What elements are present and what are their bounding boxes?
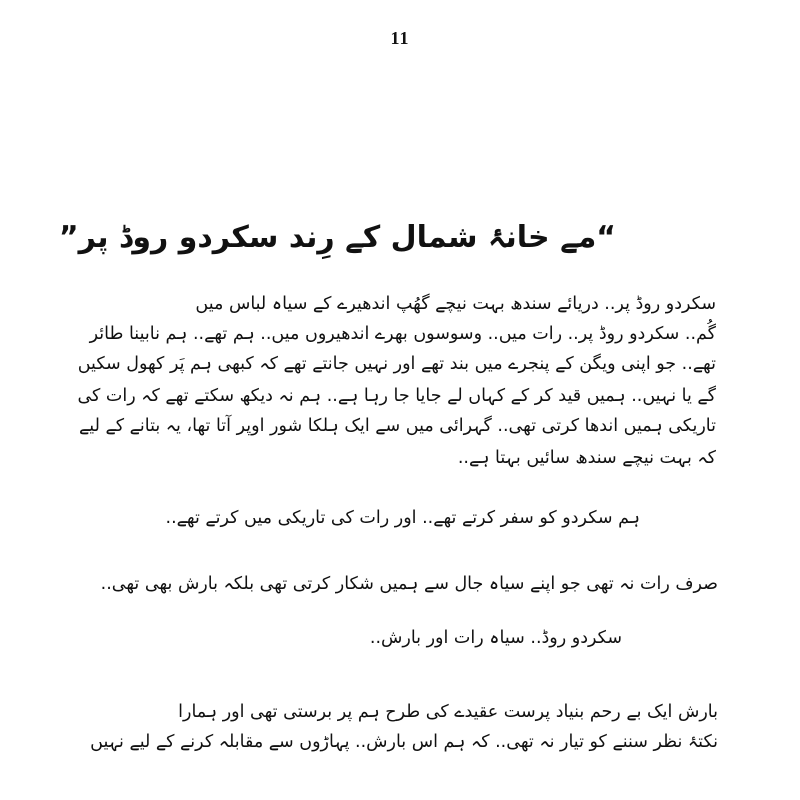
paragraph1-line: گے یا نہیں.. ہمیں قید کر کے کہاں لے جایا جا رہا ہے.. ہم نہ دیکھ سکتے تھے کہ رات کی: [77, 386, 716, 406]
paragraph1-line: تھے.. جو اپنی ویگن کے پنجرے میں بند تھے اور نہیں جانتے تھے کہ کبھی ہم پَر کھول سکیں: [77, 354, 716, 374]
paragraph1-line: سکردو روڈ پر.. دریائے سندھ بہت نیچے گھُپ اندھیرے کے سیاہ لباس میں: [195, 294, 716, 314]
paragraph2-line: بارش ایک بے رحم بنیاد پرست عقیدے کی طرح ہم پر برستی تھی اور ہمارا: [178, 702, 718, 722]
paragraph1-line: تاریکی ہمیں اندھا کرتی تھی.. گہرائی میں سے ایک ہلکا شور اوپر آتا تھا، یہ بتانے کے لیے: [79, 416, 716, 436]
page-number: 11: [390, 28, 410, 48]
paragraph2-line: نکتۂ نظر سننے کو تیار نہ تھی.. کہ ہم اس بارش.. پہاڑوں سے مقابلہ کرنے کے لیے نہیں: [90, 732, 718, 752]
paragraph1-line: گُم.. سکردو روڈ پر.. رات میں.. وسوسوں بھرے اندھیروں میں.. ہم تھے.. ہم نابینا طائر: [89, 324, 716, 344]
paragraph1-line: کہ بہت نیچے سندھ سائیں بہتا ہے..: [457, 448, 716, 468]
standalone-line-1: ہم سکردو کو سفر کرتے تھے.. اور رات کی تاریکی میں کرتے تھے..: [165, 508, 640, 528]
standalone-line-2: صرف رات نہ تھی جو اپنے سیاہ جال سے ہمیں شکار کرتی تھی بلکہ بارش بھی تھی..: [100, 574, 718, 594]
chapter-heading: “مے خانۂ شمال کے رِند سکردو روڈ پر”: [58, 220, 616, 255]
standalone-line-3: سکردو روڈ.. سیاہ رات اور بارش..: [369, 628, 622, 648]
